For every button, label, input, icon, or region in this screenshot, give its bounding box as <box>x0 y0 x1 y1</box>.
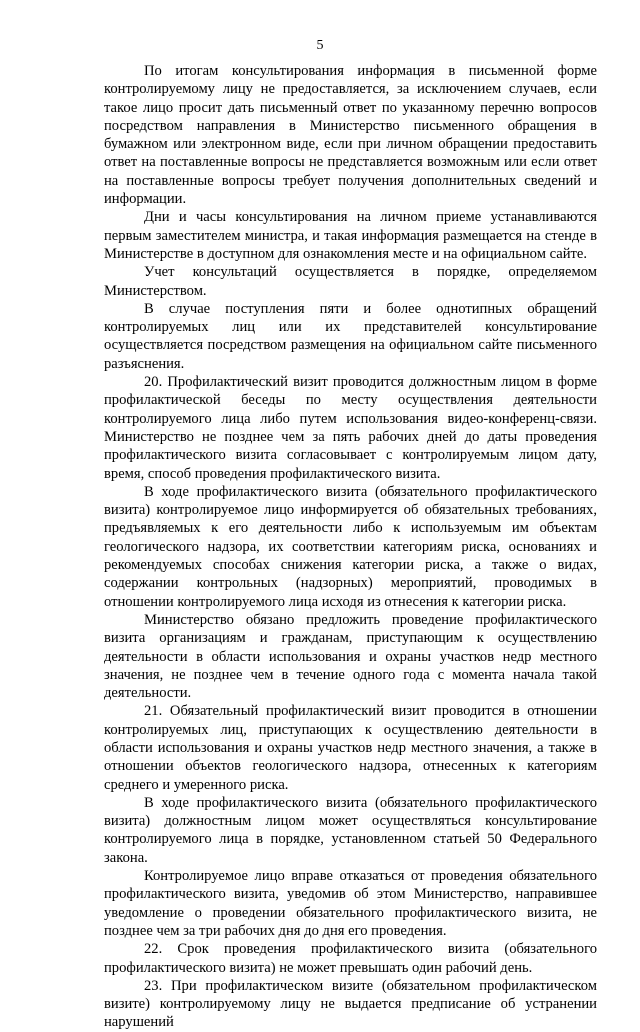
paragraph: 23. При профилактическом визите (обязательном профилактическом визите) контролируемому лицу не выдается предписание об устранении нарушений <box>104 977 597 1031</box>
page-number: 5 <box>316 38 324 53</box>
paragraph: Дни и часы консультирования на личном приеме устанавливаются первым заместителем министра, и такая информация размещается на стенде в Министерстве в доступном для ознакомления месте и на официальном сайте. <box>104 209 597 262</box>
paragraph: 21. Обязательный профилактический визит проводится в отношении контролируемых лиц, приступающих к осуществлению деятельности в области использования и охраны участков недр местного значения, а также в отношении объектов геологического надзора, отнесенных к категориям среднего и умеренного риска. <box>104 703 597 793</box>
paragraph: В случае поступления пяти и более однотипных обращений контролируемых лиц или их представителей консультирование осуществляется посредством размещения на официальном сайте письменного разъяснения. <box>104 300 597 372</box>
paragraph: В ходе профилактического визита (обязательного профилактического визита) контролируемое лицо информируется об обязательных требованиях, предъявляемых к его деятельности либо к используемым им объектам геологического надзора, их соответствии категориям риска, основаниях и рекомендуемых способах снижения категории риска, а также о видах, содержании контрольных (надзорных) мероприятий, проводимых в отношении контролируемого лица исходя из отнесения к категории риска. <box>104 483 597 610</box>
paragraph: 22. Срок проведения профилактического визита (обязательного профилактического визита) не может превышать один рабочий день. <box>104 941 597 976</box>
document-body <box>104 62 597 1032</box>
paragraph: По итогам консультирования информация в письменной форме контролируемому лицу не предоставляется, за исключением случаев, если такое лицо просит дать письменный ответ по указанному перечню вопросов посредством направления в Министерство письменного обращения в бумажном или электронном виде, если при личном обращении предоставить ответ на поставленные вопросы не представляется возможным или если ответ на поставленные вопросы требует получения дополнительных сведений и информации. <box>104 63 597 208</box>
paragraph: Контролируемое лицо вправе отказаться от проведения обязательного профилактического визита, уведомив об этом Министерство, направившее уведомление о проведении обязательного профилактического визита, не позднее чем за три рабочих дня до дня его проведения. <box>104 868 597 939</box>
paragraph: Учет консультаций осуществляется в порядке, определяемом Министерством. <box>104 264 597 299</box>
paragraph: В ходе профилактического визита (обязательного профилактического визита) должностным лицом может осуществляться консультирование контролируемого лица в порядке, установленном статьей 50 Федерального закона. <box>104 794 597 866</box>
paragraph: 20. Профилактический визит проводится должностным лицом в форме профилактической беседы по месту осуществления деятельности контролируемого лица либо путем использования видео-конференц-связи. Министерство не позднее чем за пять рабочих дней до даты проведения профилактического визита согласовывает с контролируемым лицом дату, время, способ проведения профилактического визита. <box>104 374 597 482</box>
paragraph: Министерство обязано предложить проведение профилактического визита организациям и гражданам, приступающим к осуществлению деятельности в области использования и охраны участков недр местного значения, не позднее чем в течение одного года с момента начала такой деятельности. <box>104 611 597 702</box>
